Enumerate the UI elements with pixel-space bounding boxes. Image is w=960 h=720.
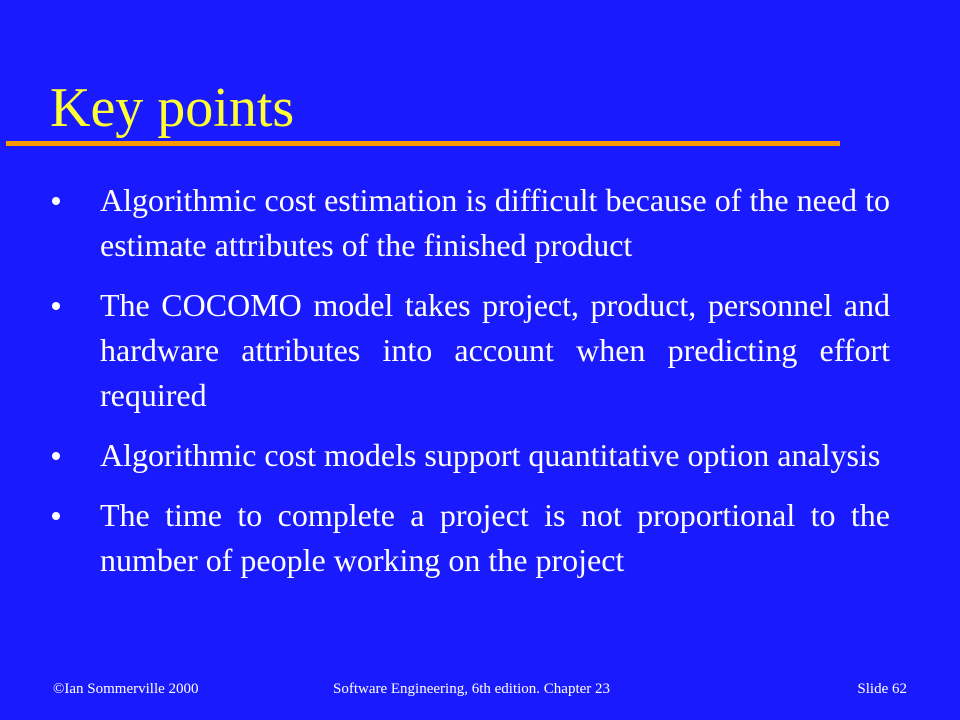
bullet-dot-icon bbox=[52, 452, 60, 460]
bullet-list bbox=[0, 178, 960, 598]
footer-copyright: ©Ian Sommerville 2000 bbox=[53, 681, 199, 697]
bullet-item bbox=[0, 433, 890, 478]
bullet-item bbox=[0, 493, 890, 583]
slide-title: Key points bbox=[50, 77, 295, 139]
bullet-item bbox=[0, 178, 890, 268]
bullet-dot-icon bbox=[52, 302, 60, 310]
bullet-item bbox=[0, 283, 890, 418]
bullet-text: The COCOMO model takes project, product, personnel and hardware attributes into account when predicting effort required bbox=[100, 287, 890, 413]
bullet-text: Algorithmic cost models support quantitative option analysis bbox=[100, 437, 881, 473]
footer-slide-number: Slide 62 bbox=[857, 681, 907, 697]
title-underline bbox=[6, 141, 840, 146]
bullet-text: Algorithmic cost estimation is difficult because of the need to estimate attributes of the finished product bbox=[100, 182, 890, 263]
bullet-dot-icon bbox=[52, 197, 60, 205]
bullet-dot-icon bbox=[52, 512, 60, 520]
bullet-text: The time to complete a project is not proportional to the number of people working on the project bbox=[100, 497, 890, 578]
footer-course-title: Software Engineering, 6th edition. Chapter 23 bbox=[333, 681, 611, 697]
